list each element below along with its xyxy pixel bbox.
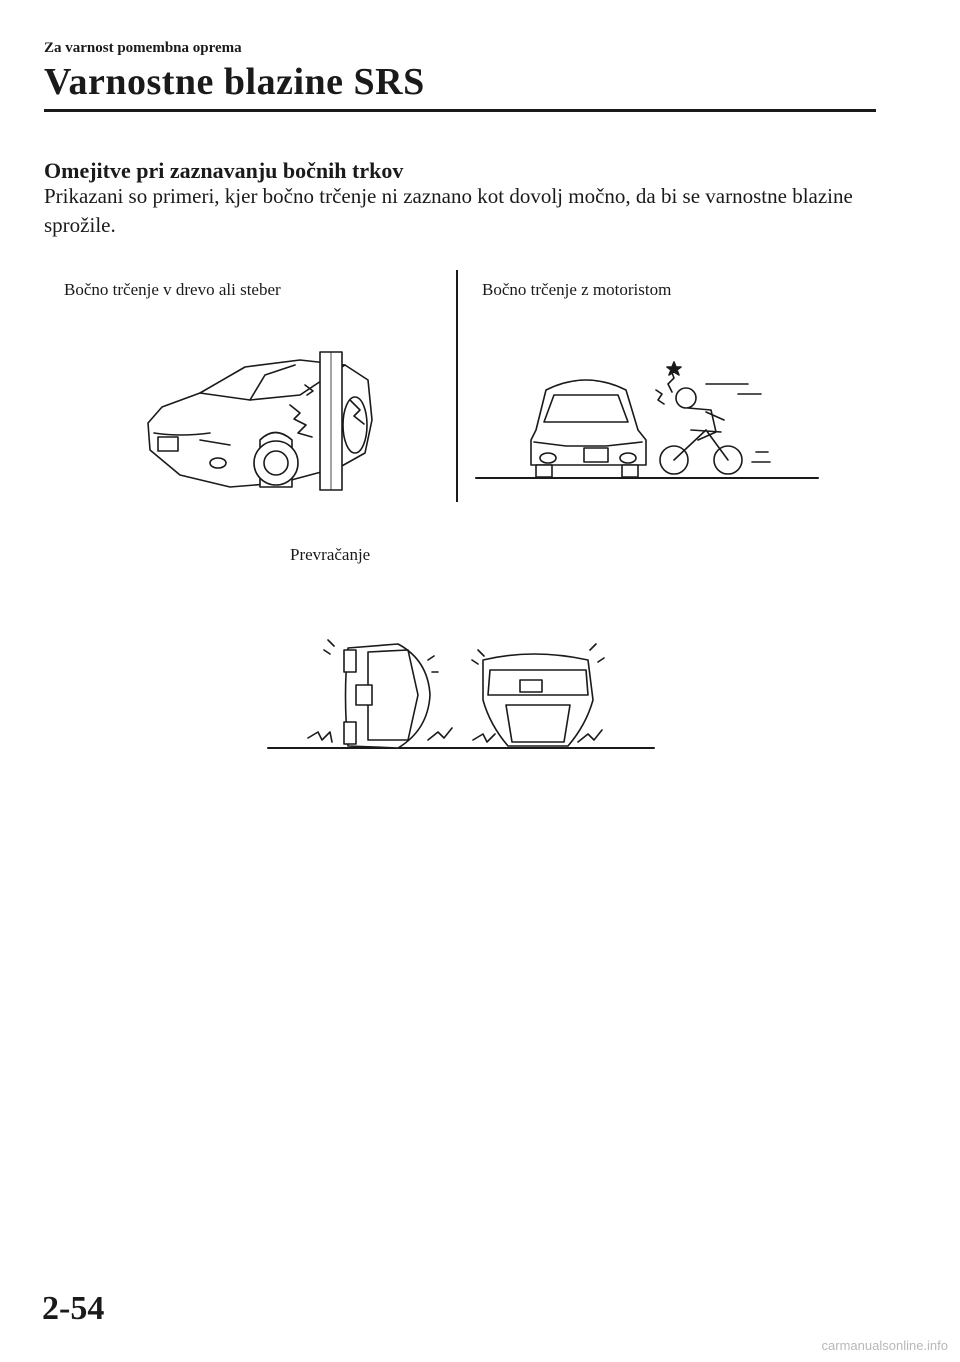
section-label: Za varnost pomembna oprema	[44, 40, 242, 56]
title-rule	[44, 109, 876, 112]
car-upside-down	[472, 644, 604, 746]
intro-paragraph: Prikazani so primeri, kjer bočno trčenje ni zaznano kot dovolj močno, da bi se varnostne blazine sprožile.	[44, 184, 853, 237]
tree-caption: Bočno trčenje v drevo ali steber	[64, 280, 281, 299]
page-title: Varnostne blazine SRS	[44, 61, 425, 103]
watermark: carmanualsonline.info	[821, 1338, 948, 1353]
rollover-caption: Prevračanje	[290, 545, 371, 564]
car-on-side	[308, 640, 452, 748]
figure-divider	[456, 270, 458, 502]
motorcycle-caption: Bočno trčenje z motoristom	[482, 280, 672, 299]
subheading: Omejitve pri zaznavanju bočnih trkov	[44, 158, 404, 183]
motorcycle-collision-illustration	[476, 360, 821, 485]
rollover-illustration	[268, 630, 658, 755]
pole-collision-illustration	[140, 345, 390, 495]
page-number: 2-54	[42, 1290, 105, 1327]
